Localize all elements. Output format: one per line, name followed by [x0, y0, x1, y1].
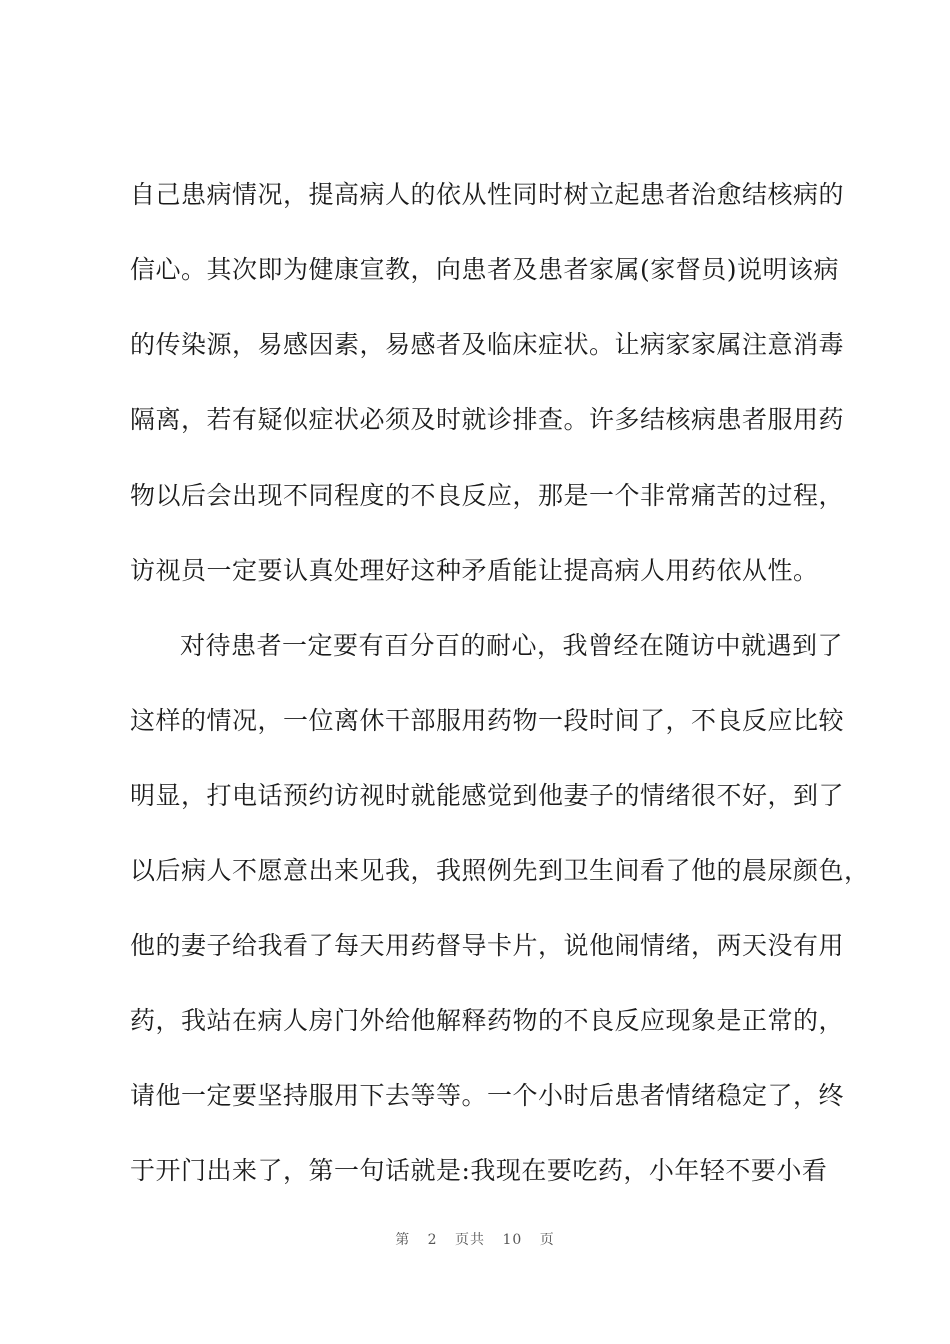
footer-prefix: 第: [395, 1232, 411, 1248]
text-line: 信心。其次即为健康宣教，向患者及患者家属(家督员)说明该病: [130, 255, 840, 284]
text-line: 请他一定要坚持服用下去等等。一个小时后患者情绪稳定了，终: [130, 1081, 845, 1110]
footer-middle: 页共: [455, 1232, 486, 1248]
footer-current-page: 2: [427, 1232, 438, 1248]
text-line: 自己患病情况，提高病人的依从性同时树立起患者治愈结核病的: [130, 180, 845, 209]
text-line: 以后病人不愿意出来见我，我照例先到卫生间看了他的晨尿颜色，: [130, 856, 870, 885]
text-line: 明显，打电话预约访视时就能感觉到他妻子的情绪很不好，到了: [130, 781, 845, 810]
footer-total-pages: 10: [502, 1232, 523, 1248]
page-footer: [0, 1229, 950, 1249]
footer-suffix: 页: [539, 1232, 555, 1248]
text-line: 于开门出来了，第一句话就是:我现在要吃药，小年轻不要小看: [130, 1156, 828, 1185]
text-line: 访视员一定要认真处理好这种矛盾能让提高病人用药依从性。: [130, 556, 819, 585]
text-line: 的传染源，易感因素，易感者及临床症状。让病家家属注意消毒: [130, 330, 845, 359]
text-line: 他的妻子给我看了每天用药督导卡片，说他闹情绪，两天没有用: [130, 931, 845, 960]
text-line: 物以后会出现不同程度的不良反应，那是一个非常痛苦的过程，: [130, 481, 845, 510]
text-line: 隔离，若有疑似症状必须及时就诊排查。许多结核病患者服用药: [130, 405, 845, 434]
text-line: 这样的情况，一位离休干部服用药物一段时间了，不良反应比较: [130, 706, 845, 735]
text-line: 对待患者一定要有百分百的耐心，我曾经在随访中就遇到了: [180, 631, 844, 660]
text-line: 药，我站在病人房门外给他解释药物的不良反应现象是正常的，: [130, 1006, 845, 1035]
